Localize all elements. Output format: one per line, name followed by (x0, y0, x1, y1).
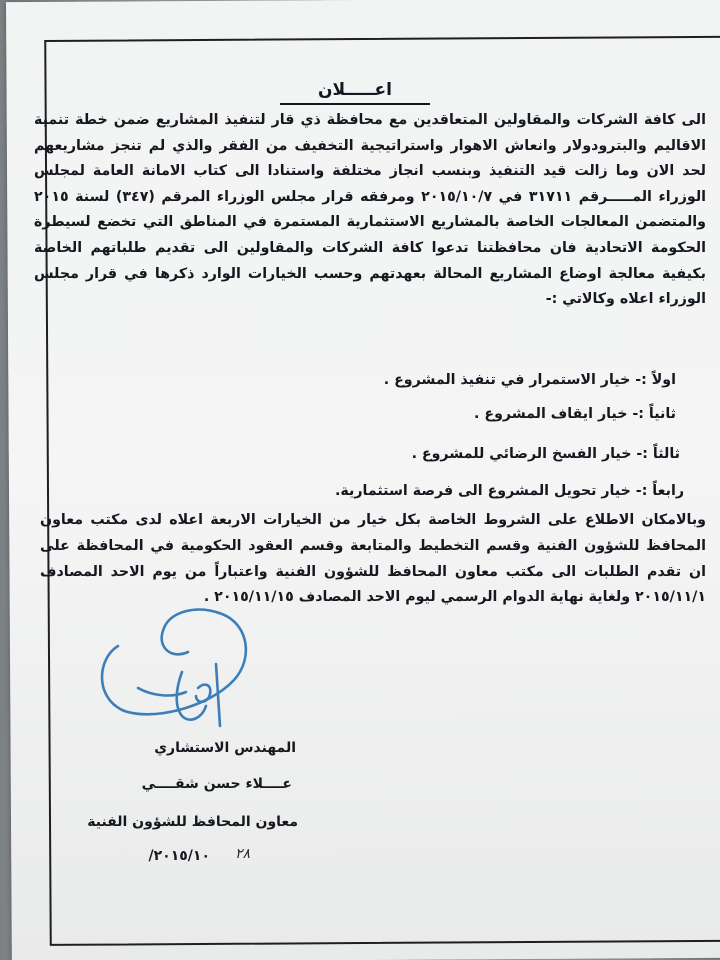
option-continue: اولاً :- خيار الاستمرار في تنفيذ المشروع . (383, 372, 676, 388)
option-investment: رابعاً :- خيار تحويل المشروع الى فرصة استثمارية. (335, 483, 684, 499)
signature-loop (102, 610, 246, 715)
option-suspend: ثانياً :- خيار ايقاف المشروع . (474, 406, 676, 422)
signature-tail (138, 688, 186, 695)
option-termination: ثالثاً :- خيار الفسخ الرضائي للمشروع . (411, 446, 680, 462)
signature-stroke-1 (177, 672, 206, 720)
notice-closing: وبالامكان الاطلاع على الشروط الخاصة بكل خيار من الخيارات الاربعة اعلاه لدى مكتب معاون المحافظ للشؤون الفنية وقسم التخطيط والمتابعة وقسم العقود الحكومية في المحافظة على ان تقدم الطلبات الى مكتب معاون المحافظ للشؤون الفنية واعتباراً من يوم الاحد المصادف ٢٠١٥/١١/١ ولغاية نهاية الدوام الرسمي ليوم الاحد المصادف ٢٠١٥/١١/١٥ . (40, 512, 706, 606)
handwritten-signature (78, 588, 278, 748)
signatory-role: المهندس الاستشاري (154, 740, 296, 756)
signatory-position: معاون المحافظ للشؤون الفنية (87, 814, 298, 830)
notice-title: اعـــــلان (280, 77, 430, 105)
signature-date: ٢٠١٥/١٠/ (148, 848, 210, 864)
signature-date-day: ٢٨ (234, 846, 250, 862)
signatory-name: عــــلاء حسن شقــــي (141, 776, 292, 792)
notice-body: الى كافة الشركات والمقاولين المتعاقدين مع محافظة ذي قار لتنفيذ المشاريع ضمن خطة تنمية الاقاليم والبترودولار وانعاش الاهوار واستراتيجية التخفيف من الفقر والذي لم تنجز مشاريعهم لحد الان وما زالت قيد التنفيذ وبنسب انجاز مختلفة واستنادا الى كتاب الامانة العامة لمجلس الوزراء المـــــرقم ٣١٧١١ في ٢٠١٥/١٠/٧ ومرفقه قرار مجلس الوزراء المرقم (٣٤٧) لسنة ٢٠١٥ والمتضمن المعالجات الخاصة بالمشاريع الاستثمارية المستمرة في المناطق التي تخضع لسيطرة الحكومة الاتحادية فان محافظتنا تدعوا كافة الشركات والمقاولين الى تقديم طلباتهم الخاصة بكيفية معالجة اوضاع المشاريع المحالة بعهدتهم وحسب الخيارات الوارد ذكرها في قرار مجلس الوزراء اعلاه وكالاتي :- (34, 112, 707, 308)
signature-stroke-3 (196, 685, 210, 702)
